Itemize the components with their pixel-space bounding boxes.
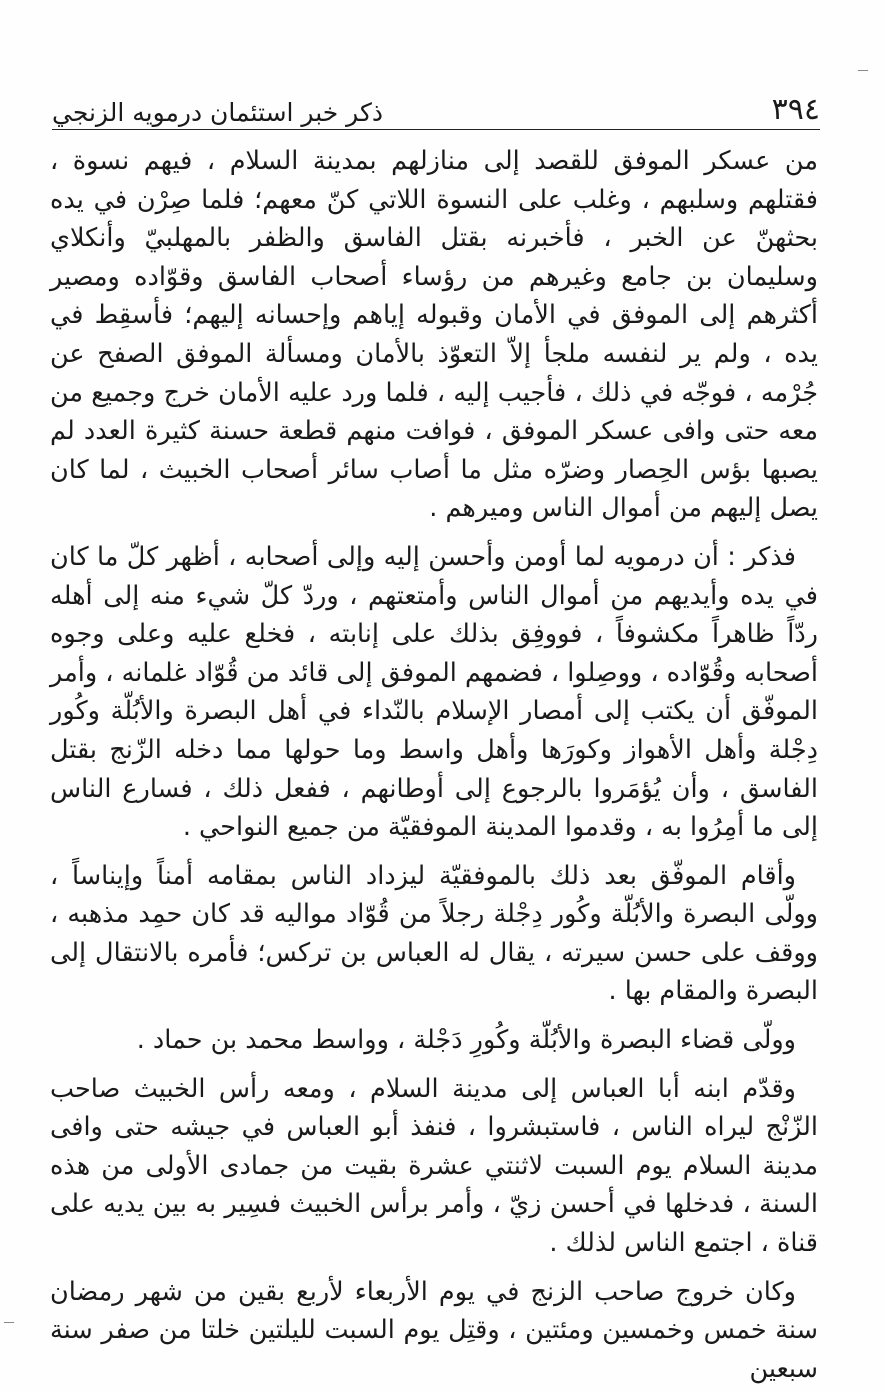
paragraph-2: فذكر : أن درمويه لما أومن وأحسن إليه وإلى أصحابه ، أظهر كلّ ما كان في يده وأيديهم من أموال الناس وأمتعتهم ، وردّ كلّ شيء منه إلى أهله ردّاً ظاهراً مكشوفاً ، فووفِق بذلك على إنابته ، فخلع عليه وعلى وجوه أصحابه وقُوّاده ، ووصِلوا ، فضمهم الموفق إلى قائد من قُوّاد غلمانه ، وأمر الموفّق أن يكتب إلى أمصار الإسلام بالنّداء في أهل البصرة والأبُلّة وكُور دِجْلة وأهل الأهواز وكورَها وأهل واسط وما حولها مما دخله الزّنج بقتل الفاسق ، وأن يُؤمَروا بالرجوع إلى أوطانهم ، ففعل ذلك ، فسارع الناس إلى ما أمِرُوا به ، وقدموا المدينة الموفقيّة من جميع النواحي . [50,541,818,843]
paragraph-6: وكان خروج صاحب الزنج في يوم الأربعاء لأربع بقين من شهر رمضان سنة خمس وخمسين ومئتين ، وقتِل يوم السبت لليلتين خلتا من صفر سنة سبعين [50,1276,818,1384]
page-number: ٣٩٤ [771,92,820,127]
paragraph-5: وقدّم ابنه أبا العباس إلى مدينة السلام ، ومعه رأس الخبيث صاحب الزّنْج ليراه الناس ، فاستبشروا ، فنفذ أبو العباس في جيشه حتى وافى مدينة السلام يوم السبت لاثنتي عشرة بقيت من جمادى الأولى من هذه السنة ، فدخلها في أحسن زيّ ، وأمر برأس الخبيث فسِير به بين يديه على قناة ، اجتمع الناس لذلك . [50,1073,818,1259]
running-title: ذكر خبر استئمان درمويه الزنجي [52,98,383,127]
scan-edge-mark-bottom [4,1322,14,1323]
scan-edge-mark-top [858,70,868,71]
page-header [52,82,820,130]
paragraph-3: وأقام الموفّق بعد ذلك بالموفقيّة ليزداد الناس بمقامه أمناً وإيناساً ، وولّى البصرة والأبُلّة وكُور دِجْلة رجلاً من قُوّاد مواليه قد كان حمِد مذهبه ، ووقف على حسن سيرته ، يقال له العباس بن تركس؛ فأمره بالانتقال إلى البصرة والمقام بها . [50,860,818,1007]
body-text [50,142,818,1388]
paragraph-1: من عسكر الموفق للقصد إلى منازلهم بمدينة السلام ، فيهم نسوة ، فقتلهم وسلبهم ، وغلب على النسوة اللاتي كنّ معهم؛ فلما صِرْن في يده بحثهنّ عن الخبر ، فأخبرنه بقتل الفاسق والظفر بالمهلبيّ وأنكلاي وسليمان بن جامع وغيرهم من رؤساء أصحاب الفاسق وقوّاده ومصير أكثرهم إلى الموفق في الأمان وقبوله إياهم وإحسانه إليهم؛ فأسقِط في يده ، ولم ير لنفسه ملجأ إلاّ التعوّذ بالأمان ومسألة الموفق الصفح عن جُرْمه ، فوجّه في ذلك ، فأجيب إليه ، فلما ورد عليه الأمان خرج وجميع من معه حتى وافى عسكر الموفق ، فوافت منهم قطعة حسنة كثيرة العدد لم يصبها بؤس الحِصار وضرّه مثل ما أصاب سائر أصحاب الخبيث ، لما كان يصل إليهم من أموال الناس وميرهم . [50,146,818,524]
paragraph-4: وولّى قضاء البصرة والأبُلّة وكُورِ دَجْلة ، وواسط محمد بن حماد . [136,1025,796,1056]
